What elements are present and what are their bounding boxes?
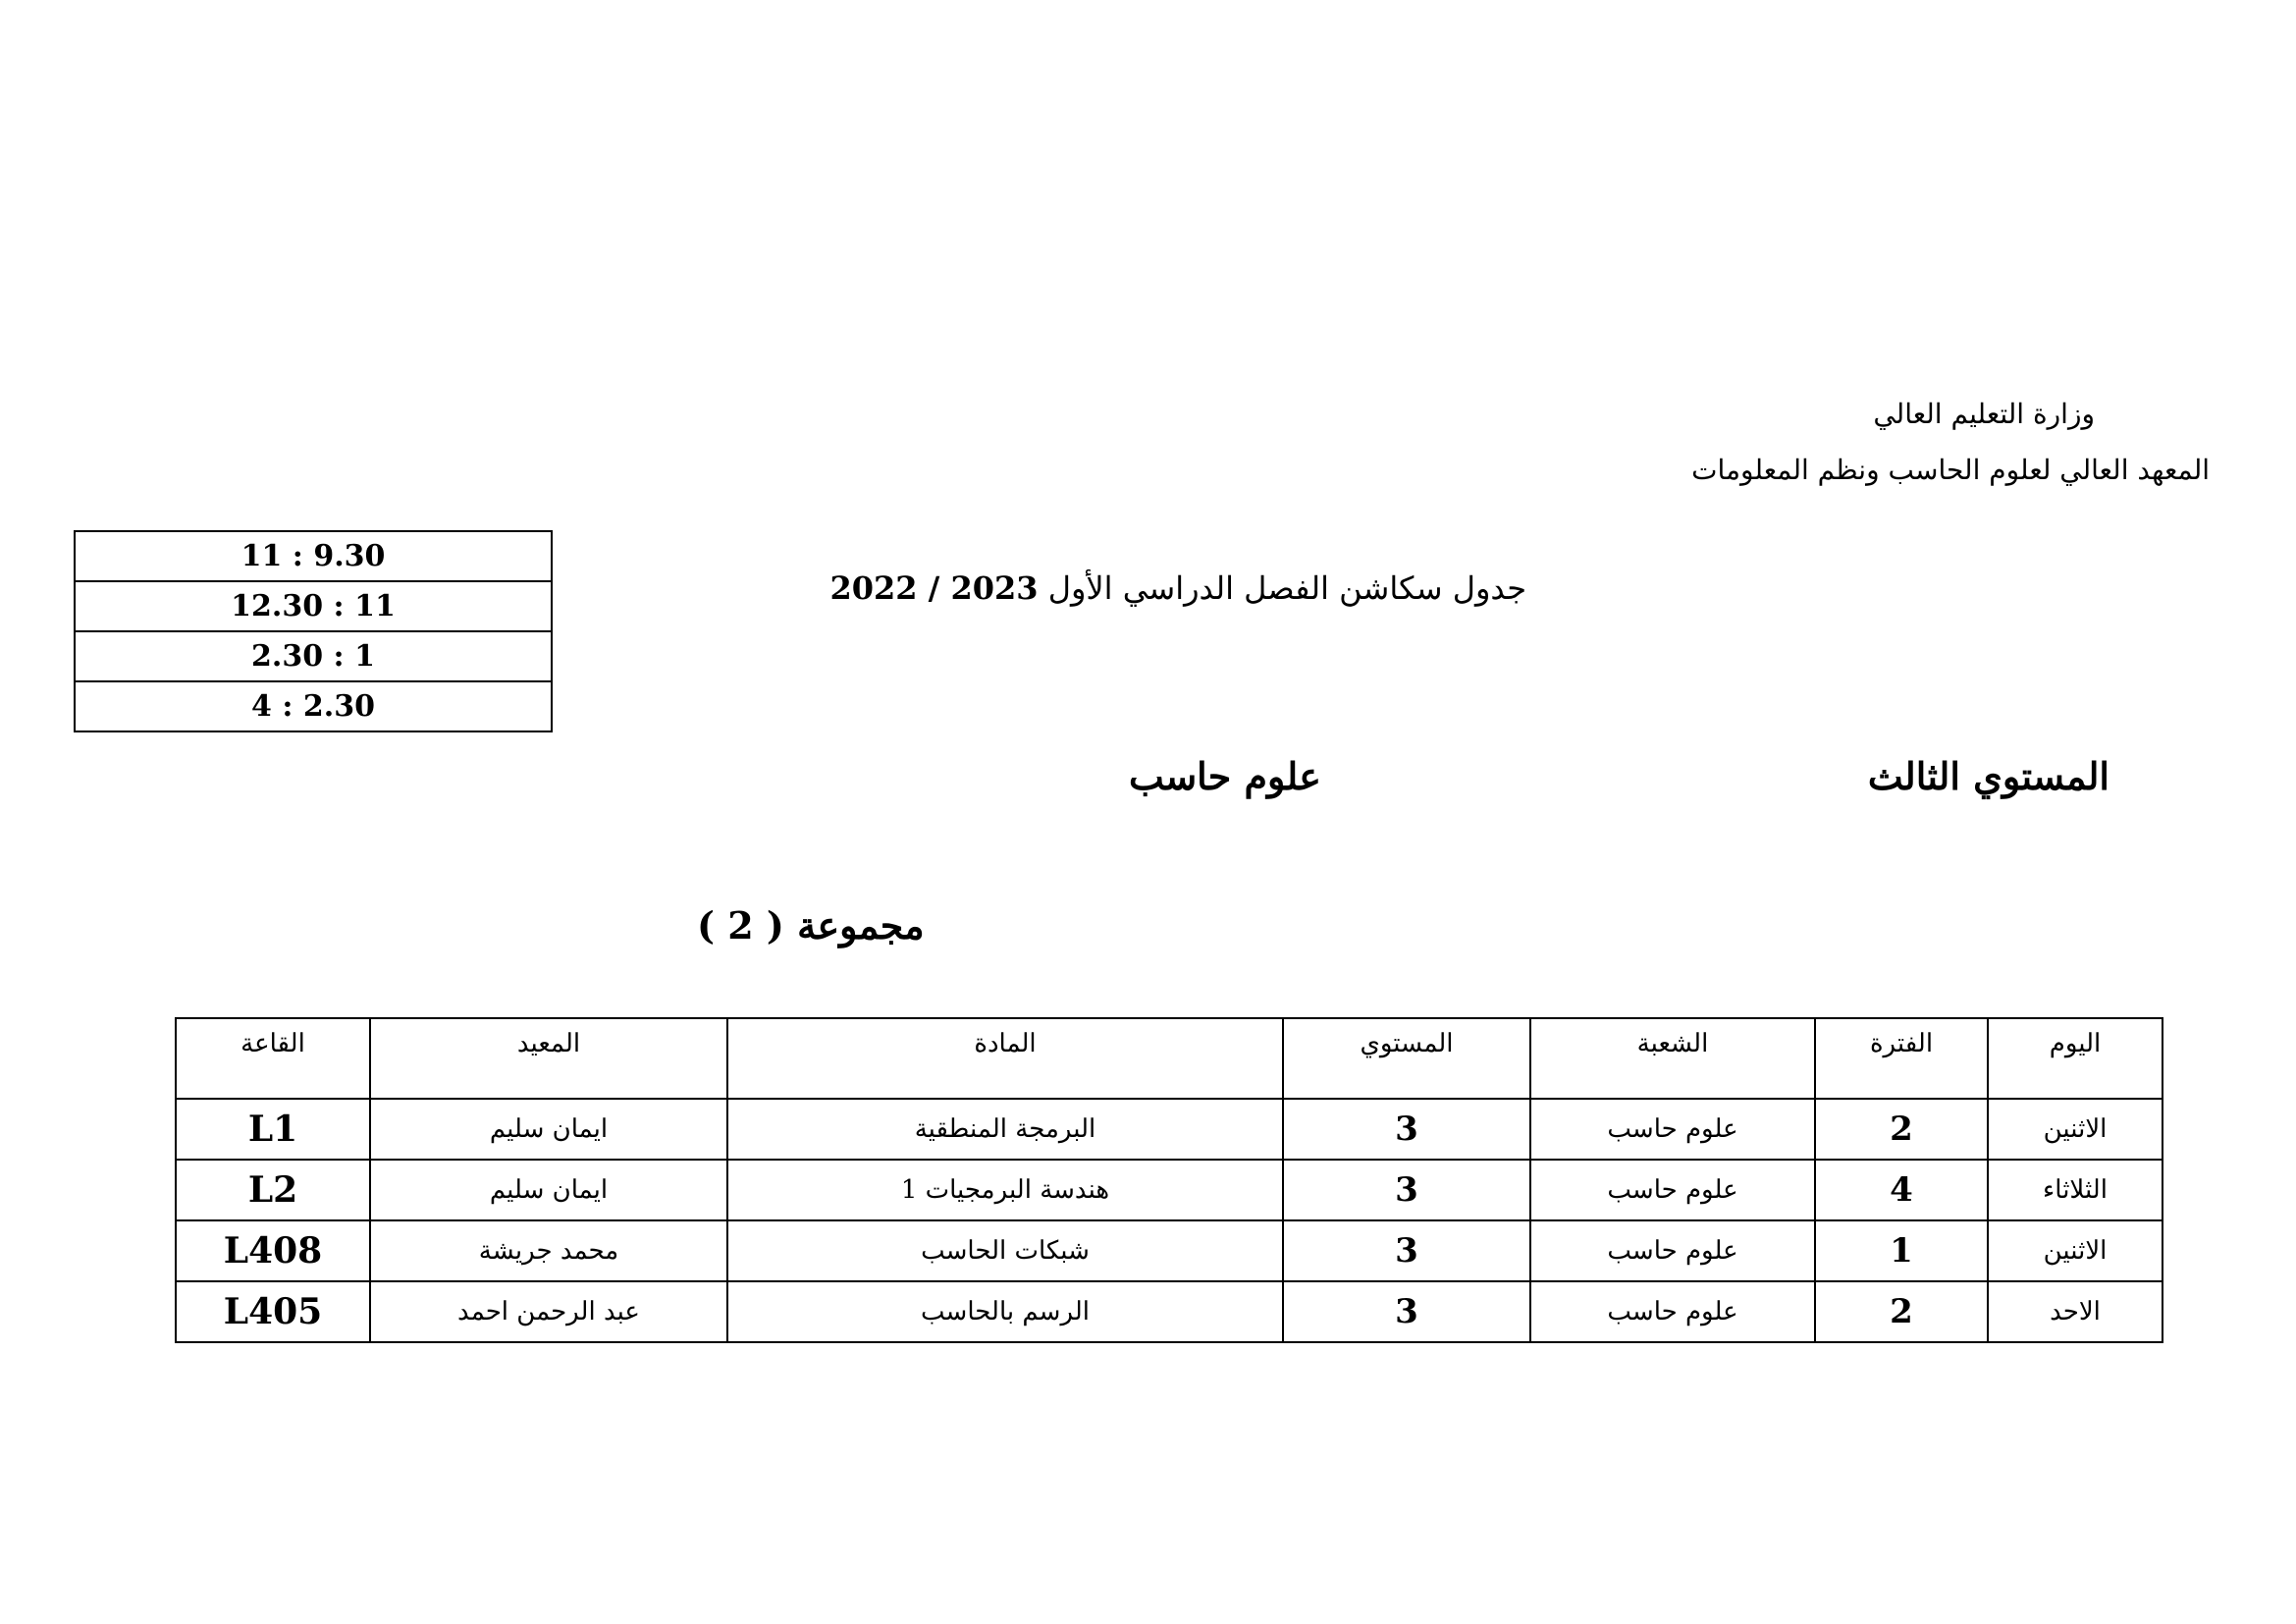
cell-subject: هندسة البرمجيات 1 <box>727 1160 1283 1220</box>
table-row <box>176 1099 2163 1160</box>
periods-table <box>74 530 553 732</box>
ministry-name: وزارة التعليم العالي <box>1873 398 2095 430</box>
cell-period: 4 <box>1815 1160 1988 1220</box>
group-label <box>697 903 925 947</box>
period-row <box>75 631 552 681</box>
cell-level: 3 <box>1283 1099 1530 1160</box>
title-years: 2022 / 2023 <box>829 569 1039 607</box>
level-label: المستوي الثالث <box>1867 754 2109 798</box>
schedule-table <box>175 1017 2163 1343</box>
period-time: 11 : 9.30 <box>75 531 552 581</box>
header-period: الفترة <box>1815 1018 1988 1099</box>
period-time: 2.30 : 1 <box>75 631 552 681</box>
cell-period: 1 <box>1815 1220 1988 1281</box>
cell-instructor: عبد الرحمن احمد <box>370 1281 727 1342</box>
group-number: ( 2 ) <box>697 903 784 947</box>
table-row <box>176 1220 2163 1281</box>
header-subject: المادة <box>727 1018 1283 1099</box>
cell-day: الاثنين <box>1988 1220 2163 1281</box>
period-row <box>75 581 552 631</box>
period-time: 12.30 : 11 <box>75 581 552 631</box>
table-row <box>176 1160 2163 1220</box>
cell-instructor: محمد جريشة <box>370 1220 727 1281</box>
cell-level: 3 <box>1283 1160 1530 1220</box>
cell-period: 2 <box>1815 1281 1988 1342</box>
cell-level: 3 <box>1283 1220 1530 1281</box>
table-header-row <box>176 1018 2163 1099</box>
cell-level: 3 <box>1283 1281 1530 1342</box>
cell-room: L2 <box>176 1160 370 1220</box>
department-label: علوم حاسب <box>1129 754 1321 798</box>
institute-name: المعهد العالي لعلوم الحاسب ونظم المعلومات <box>1691 454 2210 486</box>
document-title <box>829 569 1526 607</box>
cell-period: 2 <box>1815 1099 1988 1160</box>
cell-room: L1 <box>176 1099 370 1160</box>
table-row <box>176 1281 2163 1342</box>
cell-instructor: ايمان سليم <box>370 1160 727 1220</box>
cell-division: علوم حاسب <box>1530 1160 1815 1220</box>
period-row <box>75 681 552 731</box>
cell-subject: البرمجة المنطقية <box>727 1099 1283 1160</box>
cell-day: الاثنين <box>1988 1099 2163 1160</box>
cell-day: الثلاثاء <box>1988 1160 2163 1220</box>
title-text: جدول سكاشن الفصل الدراسي الأول <box>1047 569 1526 607</box>
period-row <box>75 531 552 581</box>
cell-room: L408 <box>176 1220 370 1281</box>
cell-division: علوم حاسب <box>1530 1281 1815 1342</box>
cell-subject: شبكات الحاسب <box>727 1220 1283 1281</box>
cell-division: علوم حاسب <box>1530 1220 1815 1281</box>
period-time: 4 : 2.30 <box>75 681 552 731</box>
header-level: المستوي <box>1283 1018 1530 1099</box>
header-instructor: المعيد <box>370 1018 727 1099</box>
cell-room: L405 <box>176 1281 370 1342</box>
header-room: القاعة <box>176 1018 370 1099</box>
cell-day: الاحد <box>1988 1281 2163 1342</box>
cell-division: علوم حاسب <box>1530 1099 1815 1160</box>
cell-subject: الرسم بالحاسب <box>727 1281 1283 1342</box>
cell-instructor: ايمان سليم <box>370 1099 727 1160</box>
header-day: اليوم <box>1988 1018 2163 1099</box>
header-division: الشعبة <box>1530 1018 1815 1099</box>
group-word: مجموعة <box>797 903 925 947</box>
